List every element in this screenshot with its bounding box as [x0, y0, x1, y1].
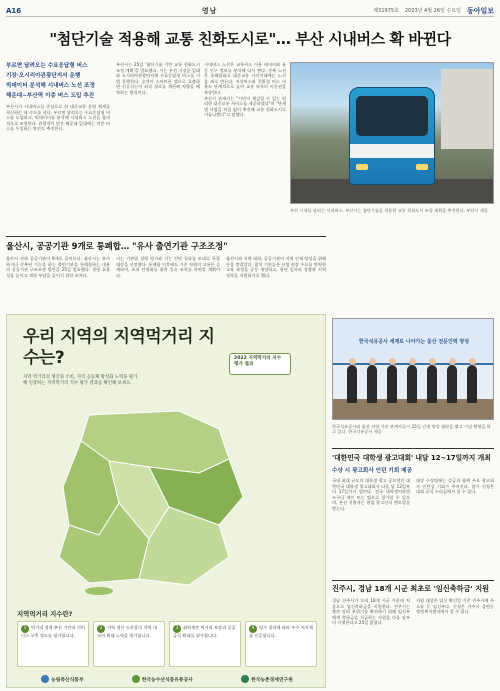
ad-title: 우리 지역의 지역먹거리 지수는?	[23, 327, 215, 368]
event-backdrop: 한국석유공사 세계로 나아가는 울산 전문인력 양성	[333, 319, 494, 365]
issue-number: 제31975호	[373, 8, 399, 14]
story5-col1	[332, 598, 410, 686]
section-name: 영남	[201, 6, 218, 15]
lede-line: 기장·오시리아관광단지서 운행	[6, 73, 81, 79]
lede-block	[6, 62, 110, 224]
issue-date: 2023년 4월 26일 수요일	[404, 8, 461, 14]
local-food-index-ad	[6, 314, 326, 688]
lede-line: 부르면 달려오는 수요응답형 버스	[6, 63, 88, 69]
map-island	[85, 587, 113, 595]
masthead	[6, 5, 494, 17]
ad-info-box: 1 먹거리 정책 추진 기반과 거버넌스 구축 정도를 평가합니다.	[17, 621, 89, 667]
lede-line: 빅데이터 분석해 시내버스 노선 조정	[6, 83, 95, 89]
story4-subheadline: 수상 시 광고회사 인턴 기회 제공	[332, 468, 412, 474]
building-shape	[441, 69, 494, 149]
story1-paragraph: 부산시는 25일 '첨단기술 기반 교통 친화도시 조성 계획'을 발표했다. 시는 우선 기장군 일대와 오시리아관광단지에 수요응답형 버스를 시범 운행한다. 승객이 스마트폰 앱으로 호출하면 인공지능이 최적 경로를 계산해 차량을 배차하는 방식이다.	[116, 62, 200, 95]
story1-col1	[6, 104, 110, 224]
event-photo-caption: 한국석유공사와 울산 지역 기관 관계자들이 25일 인재 양성 협약을 맺고 기념 촬영을 하고 있다. 한국석유공사 제공	[332, 424, 491, 435]
story1-paragraph: 시내버스 노선은 교통카드 이용 데이터와 유동 인구 정보를 분석해 다시 짠다. 중복 노선은 통폐합하고 대중교통 사각지대에는 노선을 새로 만든다. 저상버스와 친환경 버스 비율도 단계적으로 높여 교통 약자의 이동권을 보장한다.	[204, 62, 286, 95]
event-photo	[332, 318, 494, 420]
sponsor-emblem-icon	[132, 675, 140, 683]
story1-col2	[116, 62, 200, 230]
main-headline-box	[6, 20, 494, 56]
bus-photo-caption: 부산 시내를 달리는 시내버스. 부산시는 첨단기술을 적용한 교통 친화도시 조성 계획을 추진한다. 부산시 제공	[290, 208, 488, 213]
ad-info-boxes	[17, 621, 317, 667]
story2-col3	[226, 256, 326, 310]
story4-col1	[332, 478, 410, 576]
paper-name: 동아일보	[466, 6, 494, 15]
story2-col1	[6, 256, 110, 310]
sponsor-logo: 한국농수산식품유통공사	[132, 675, 193, 683]
ad-map-badge: 2022 지역먹거리 지수 평가 결과	[229, 353, 291, 375]
story4-paragraph: 대상 수상팀에는 상금과 함께 주요 광고회사 인턴십 기회가 주어진다. 참가 신청은 대회 공식 누리집에서 할 수 있다.	[416, 478, 494, 495]
story4-paragraph: 국내 최대 규모의 대학생 광고 공모전인 대한민국 대학생 광고대회가 다음 달 12일부터 17일까지 열린다. 전국 대학생이라면 누구나 개인 또는 팀으로 참가할 수 있으며, 본선 진출자는 현업 광고인의 멘토링을 받는다.	[332, 478, 410, 511]
story5-paragraph: 경남 진주시가 도내 18개 시군 가운데 처음으로 임신축하금을 지원한다. 진주시는 출산 장려 분위기를 확산하기 위해 임신부에게 축하금을 지급하는 사업을 다음 달부터 시행한다고 25일 밝혔다.	[332, 598, 410, 626]
ad-description: 지역 먹거리의 생산과 소비, 지역 공동체 활성화 노력을 평가해 인증하는 지역먹거리 지수 평가 결과를 확인해 보세요.	[23, 375, 138, 386]
ad-info-box: 4 평가 결과에 따라 우수 지자체를 인증합니다.	[245, 621, 317, 667]
story5-paragraph: 지원 대상은 임신 확인일 기준 진주시에 주소를 둔 임신부다. 신청은 거주지 읍면동 행정복지센터에서 할 수 있다.	[416, 598, 494, 615]
story2-col2	[116, 256, 220, 310]
story1-paragraph: 부산시가 시내버스를 중심으로 한 대중교통 운영 체계를 혁신하는 데 속도를 낸다. 부르면 달려오는 수요응답형 버스를 도입하고, 빅데이터를 분석해 시내버스 노선을 합리적으로 조정한다. 관광객이 많은 해운대 일대에는 이층 버스를 투입하는 방안도 추진한다.	[6, 104, 110, 132]
sponsor-emblem-icon	[241, 675, 249, 683]
story5-headline[interactable]: 진주시, 경남 18개 시군 최초로 '임신축하금' 지원	[332, 580, 494, 594]
story1-col3	[204, 62, 286, 230]
ad-sponsor-logos	[17, 673, 317, 685]
story5-col2	[416, 598, 494, 686]
story2-paragraph: 울산시와 지역 대학, 공공기관이 지역 인재 양성을 위해 손을 맞잡았다. 참석 기관들은 산업 현장 수요를 반영한 교육 과정을 공동 개발하고, 청년 일자리 창출과 지역 정착을 지원하기로 했다.	[226, 256, 326, 278]
bus-shape	[349, 87, 435, 185]
story2-paragraph: 시는 기관별 경영 평가와 기능 진단 결과를 토대로 통합 대상을 선정했다. 통폐합 이후에도 기존 직원의 고용은 승계하며, 조직 안정화를 위한 후속 조치를 마련할 계획이다.	[116, 256, 220, 278]
ad-legend-title: 지역먹거리 지수란?	[17, 610, 73, 618]
korea-region-map	[29, 407, 289, 595]
sponsor-emblem-icon	[41, 675, 49, 683]
sponsor-logo: 농림축산식품부	[41, 675, 83, 683]
bus-photo	[290, 62, 494, 204]
page-number: A16	[6, 6, 22, 15]
main-headline[interactable]: "첨단기술 적용해 교통 친화도시로"… 부산 시내버스 확 바뀐다	[49, 29, 451, 48]
story2-headline[interactable]: 울산시, 공공기관 9개로 통폐합… "유사 출연기관 구조조정"	[6, 236, 326, 252]
ad-info-box: 3 취약계층 먹거리 보장과 공공급식 확대를 평가합니다.	[169, 621, 241, 667]
ad-info-box: 2 지역 생산 농산물의 지역 내 소비 확대 노력을 평가합니다.	[93, 621, 165, 667]
lede-line: 해운대∼부산역 이층 버스 도입 추진	[6, 93, 95, 99]
story1-paragraph: 부산시 관계자는 "시민이 체감할 수 있는 편리한 대중교통 서비스를 제공하겠다"며 "단계별 사업을 차질 없이 추진해 교통 친화도시로 거듭나겠다"고 말했다.	[204, 95, 286, 118]
sponsor-logo: 한국농촌경제연구원	[241, 675, 293, 683]
story4-headline[interactable]: '대한민국 대학생 광고대회' 내달 12∼17일까지 개최	[332, 448, 494, 462]
story4-col2	[416, 478, 494, 576]
story2-paragraph: 울산시 산하 공공기관이 9개로 줄어든다. 울산시는 유사하거나 중복된 기능을 하는 출연기관을 통폐합하는 내용의 공공기관 구조조정 방안을 25일 발표했다. 경영 효율성을 높이고 재정 부담을 줄이기 위한 조치다.	[6, 256, 110, 278]
